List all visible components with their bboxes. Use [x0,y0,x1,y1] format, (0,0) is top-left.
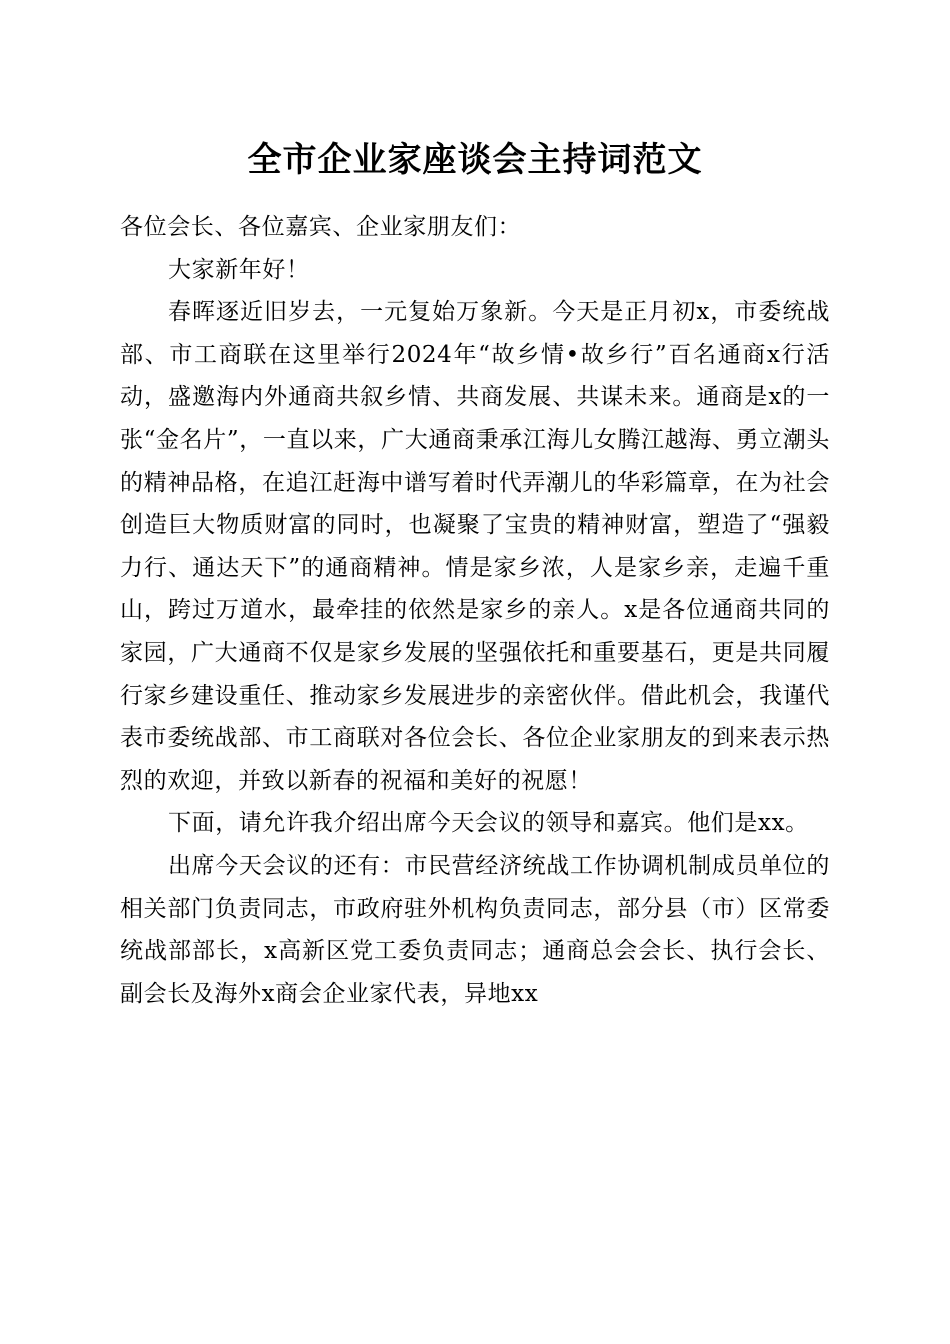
paragraph-introduction: 下面，请允许我介绍出席今天会议的领导和嘉宾。他们是xx。 [168,810,809,837]
paragraph-greeting: 大家新年好！ [168,256,310,283]
document-body [120,206,830,1015]
paragraph-welcome: 春晖逐近旧岁去，一元复始万象新。今天是正月初x，市委统战部、市工商联在这里举行2024年“故乡情•故乡行”百名通商x行活动，盛邀海内外通商共叙乡情、共商发展、共谋未来。通商是x的一张“金名片”，一直以来，广大通商秉承江海儿女腾江越海、勇立潮头的精神品格，在追江赶海中谱写着时代弄潮儿的华彩篇章，在为社会创造巨大物质财富的同时，也凝聚了宝贵的精神财富，塑造了“强毅力行、通达天下”的通商精神。情是家乡浓，人是家乡亲，走遍千重山，跨过万道水，最牵挂的依然是家乡的亲人。x是各位通商共同的家园，广大通商不仅是家乡发展的坚强依托和重要基石，更是共同履行家乡建设重任、推动家乡发展进步的亲密伙伴。借此机会，我谨代表市委统战部、市工商联对各位会长、各位企业家朋友的到来表示热烈的欢迎，并致以新春的祝福和美好的祝愿！ [120,299,830,794]
document-title: 全市企业家座谈会主持词范文 [247,140,703,180]
salutation: 各位会长、各位嘉宾、企业家朋友们： [120,214,522,240]
paragraph-attendees: 出席今天会议的还有：市民营经济统战工作协调机制成员单位的相关部门负责同志，市政府驻外机构负责同志，部分县（市）区常委统战部部长，x高新区党工委负责同志；通商总会会长、执行会长、副会长及海外x商会企业家代表，异地xx [120,852,830,1007]
